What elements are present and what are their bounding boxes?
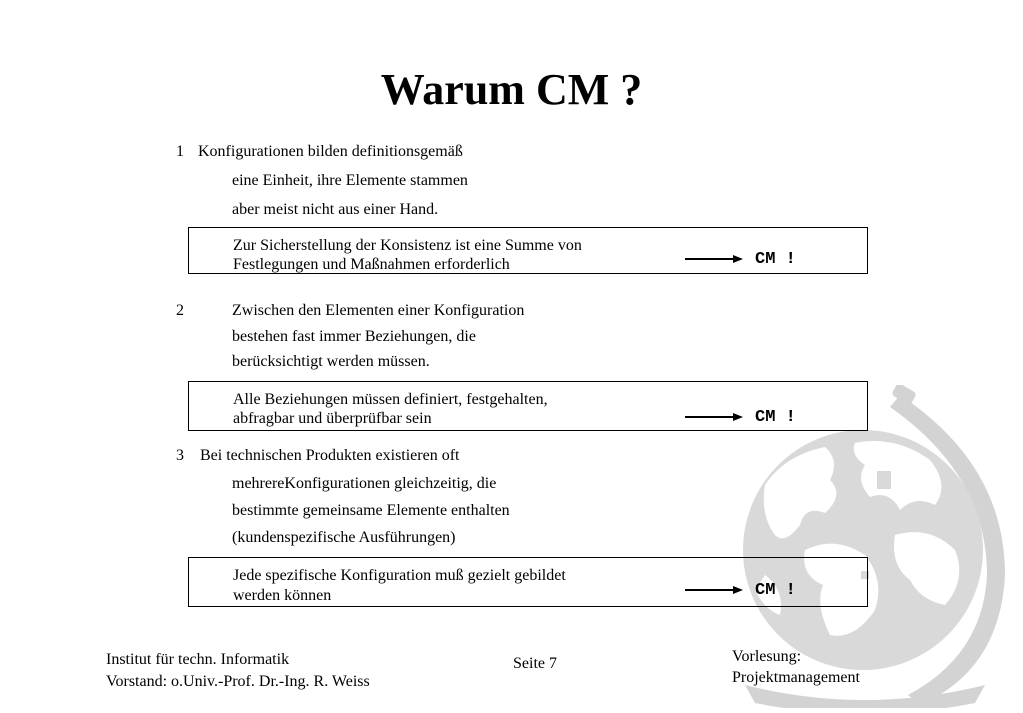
section-3-line-2: mehrereKonfigurationen gleichzeitig, die	[232, 475, 497, 492]
section-1-box-line-2: Festlegungen und Maßnahmen erforderlich	[233, 256, 510, 273]
section-2-number: 2	[176, 302, 184, 319]
section-1-line-3: aber meist nicht aus einer Hand.	[232, 201, 439, 218]
section-2-line-2: bestehen fast immer Beziehungen, die	[232, 328, 476, 345]
section-3-box-line-2: werden können	[233, 587, 332, 604]
section-3-number: 3	[176, 447, 184, 464]
section-1-conclusion-box	[188, 227, 868, 274]
footer-page-number: Seite 7	[513, 655, 557, 672]
section-3-line-3: bestimmte gemeinsame Elemente enthalten	[232, 502, 510, 519]
arrow-right-icon	[685, 254, 745, 264]
section-2-line-1: Zwischen den Elementen einer Konfiguration	[232, 302, 525, 319]
section-2-box-line-1: Alle Beziehungen müssen definiert, festgehalten,	[233, 391, 548, 408]
arrow-right-icon	[685, 412, 745, 422]
footer-course-line-2: Projektmanagement	[732, 669, 860, 686]
section-3-line-1: Bei technischen Produkten existieren oft	[200, 447, 460, 464]
section-2-line-3: berücksichtigt werden müssen.	[232, 353, 430, 370]
section-1-number: 1	[176, 143, 184, 160]
section-2-cm-label: CM !	[755, 408, 796, 427]
section-3-line-4: (kundenspezifische Ausführungen)	[232, 529, 456, 546]
page-title: Warum CM ?	[380, 65, 643, 114]
section-2-box-line-2: abfragbar und überprüfbar sein	[233, 410, 432, 427]
arrow-right-icon	[685, 585, 745, 595]
section-1-box-line-1: Zur Sicherstellung der Konsistenz ist eine Summe von	[233, 237, 582, 254]
section-2-conclusion-box	[188, 381, 868, 431]
footer-institute-line-2: Vorstand: o.Univ.-Prof. Dr.-Ing. R. Weiss	[106, 673, 370, 690]
section-1-cm-label: CM !	[755, 250, 796, 269]
footer-institute-line-1: Institut für techn. Informatik	[106, 651, 290, 668]
section-3-conclusion-box	[188, 557, 868, 607]
section-3-cm-label: CM !	[755, 581, 796, 600]
section-3-box-line-1: Jede spezifische Konfiguration muß gezielt gebildet	[233, 567, 566, 584]
footer-course-line-1: Vorlesung:	[732, 648, 802, 665]
section-1-line-2: eine Einheit, ihre Elemente stammen	[232, 172, 468, 189]
section-1-line-1: Konfigurationen bilden definitionsgemäß	[198, 143, 463, 160]
